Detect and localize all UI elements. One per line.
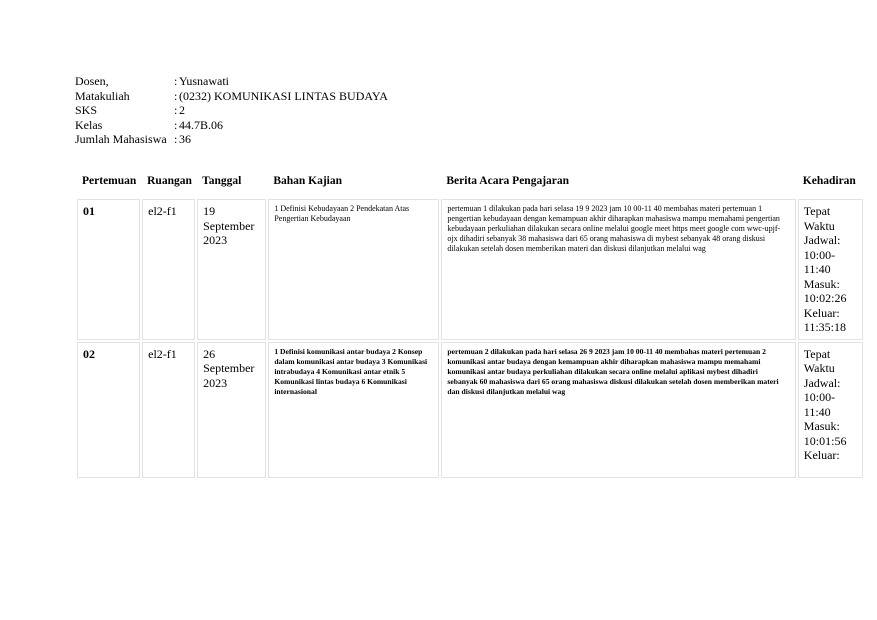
cell-ruangan: el2-f1 <box>142 342 195 478</box>
cell-pertemuan: 01 <box>77 199 140 340</box>
info-separator: : <box>174 117 178 132</box>
info-label: Dosen, <box>75 74 109 88</box>
table-row <box>77 199 863 340</box>
info-separator: : <box>174 132 178 146</box>
column-header-kehadiran: Kehadiran <box>798 165 863 197</box>
info-separator: : <box>174 74 178 88</box>
cell-bahan-kajian: 1 Definisi Kebudayaan 2 Pendekatan Atas Pengertian Kebudayaan <box>268 199 439 340</box>
cell-pertemuan: 02 <box>77 342 140 478</box>
table-header-row <box>77 165 863 197</box>
info-row-kelas <box>75 118 388 133</box>
info-value: Yusnawati <box>179 74 229 88</box>
info-row-sks <box>75 103 388 118</box>
cell-berita-acara: pertemuan 2 dilakukan pada hari selasa 26 9 2023 jam 10 00-11 40 membahas materi pertemuan 2 komunikasi antar budaya dengan kemampuan akhir diharapkan mahasiswa mampu memahami komunikasi antar budaya perkuliahan dilakukan secara online melalui aplikasi mybest dihadiri sebanyak 60 mahasiswa dari 65 orang mahasiswa diskusi dilakukan setelah dosen memberikan materi dan diskusi dilanjutkan melalui wag <box>441 342 795 478</box>
info-row-matakuliah <box>75 89 388 104</box>
column-header-berita-acara: Berita Acara Pengajaran <box>441 165 795 197</box>
cell-tanggal: 26 September 2023 <box>197 342 266 478</box>
info-value: (0232) KOMUNIKASI LINTAS BUDAYA <box>179 88 388 103</box>
info-separator: : <box>174 88 178 103</box>
cell-tanggal: 19 September 2023 <box>197 199 266 340</box>
info-value: 2 <box>179 103 185 117</box>
info-separator: : <box>174 103 178 117</box>
column-header-pertemuan: Pertemuan <box>77 165 140 197</box>
attendance-table-wrapper <box>75 163 865 480</box>
info-label: Matakuliah <box>75 88 130 103</box>
cell-bahan-kajian: 1 Definisi komunikasi antar budaya 2 Konsep dalam komunikasi antar budaya 3 Komunikasi intrabudaya 4 Komunikasi antar etnik 5 Komunikasi lintas budaya 6 Komunikasi internasional <box>268 342 439 478</box>
info-value: 44.7B.06 <box>179 117 224 132</box>
info-label: Kelas <box>75 117 103 132</box>
column-header-tanggal: Tanggal <box>197 165 266 197</box>
cell-ruangan: el2-f1 <box>142 199 195 340</box>
info-row-dosen <box>75 74 388 89</box>
info-label: Jumlah Mahasiswa <box>75 132 167 146</box>
cell-kehadiran: Tepat Waktu Jadwal: 10:00-11:40 Masuk: 10:01:56 Keluar: <box>798 342 863 478</box>
info-row-jumlah-mahasiswa <box>75 132 388 147</box>
column-header-bahan-kajian: Bahan Kajian <box>268 165 439 197</box>
info-label: SKS <box>75 103 98 117</box>
cell-berita-acara: pertemuan 1 dilakukan pada hari selasa 19 9 2023 jam 10 00-11 40 membahas materi pertemuan 1 pengertian kebudayaan dengan kemampuan akhir diharapkan mahasiswa mampu memahami pengertian kebudayaan perkuliahan dilakukan secara online melalui google meet https meet google com wwc-upjf-ojx dihadiri sebanyak 38 mahasiswa dari 65 orang mahasiswa di mybest sebanyak 48 orang diskusi dilakukan setelah dosen memberikan materi dan diskusi dilanjutkan melalui wag <box>441 199 795 340</box>
course-info <box>75 74 388 147</box>
column-header-ruangan: Ruangan <box>142 165 195 197</box>
attendance-table <box>75 163 865 480</box>
cell-kehadiran: Tepat Waktu Jadwal: 10:00-11:40 Masuk: 10:02:26 Keluar: 11:35:18 <box>798 199 863 340</box>
info-value: 36 <box>179 132 191 146</box>
table-row <box>77 342 863 478</box>
